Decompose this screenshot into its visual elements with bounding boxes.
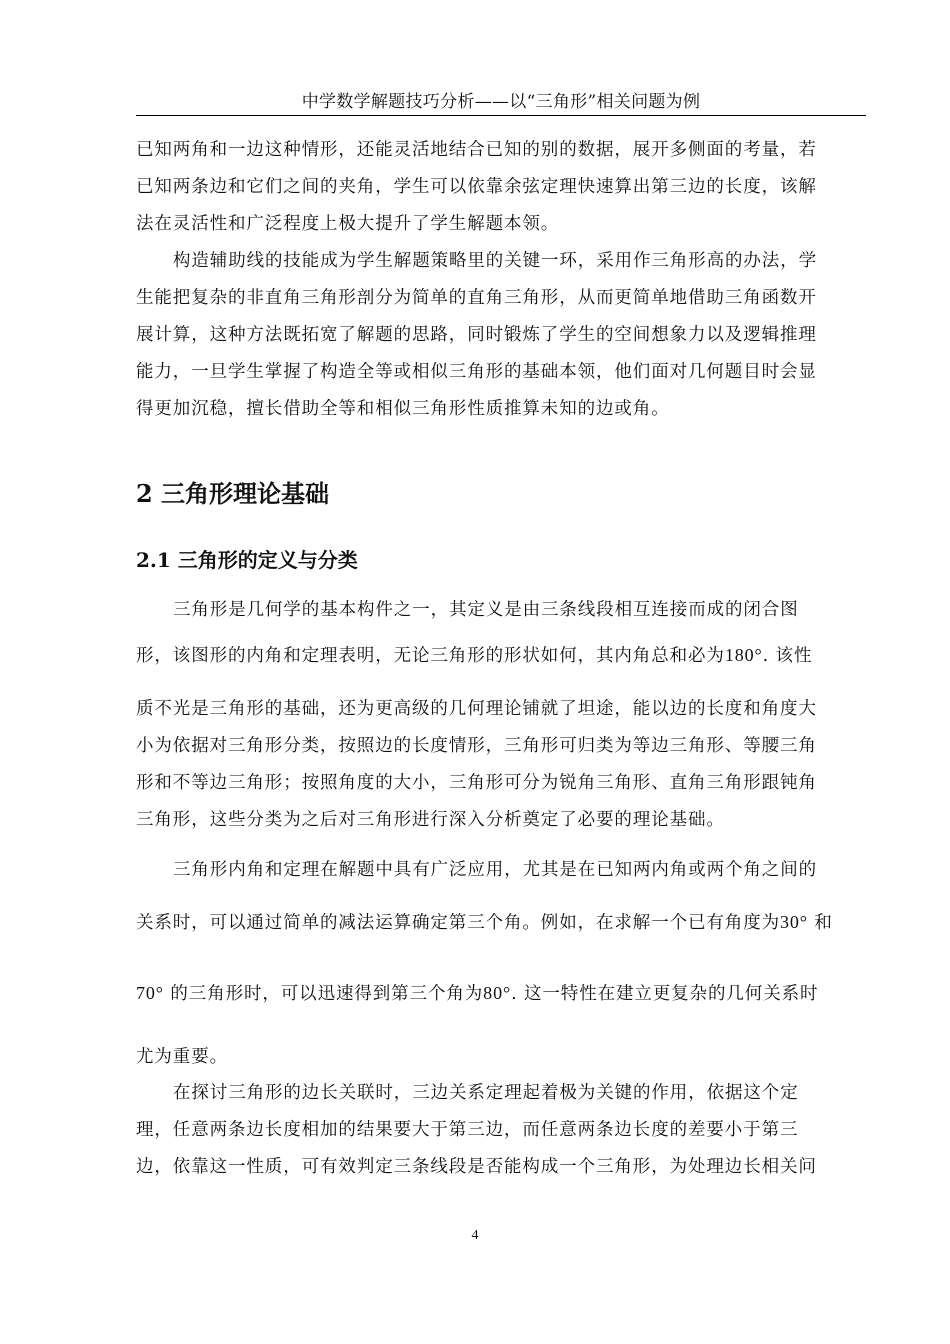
text-segment: 和 [807, 913, 833, 933]
angle-value: 180° [724, 645, 763, 665]
text-line: 在探讨三角形的边长关联时，三边关系定理起着极为关键的作用，依据这个定 [173, 1083, 799, 1103]
text-line: 三角形内角和定理在解题中具有广泛应用，尤其是在已知两内角或两个角之间的 [173, 860, 817, 880]
running-header: 中学数学解题技巧分析——以“三角形”相关问题为例 [301, 92, 701, 112]
text-line [136, 973, 858, 1031]
header-rule [136, 115, 866, 116]
text-segment: 形，该图形的内角和定理表明，无论三角形的形状如何，其内角总和必为 [136, 646, 725, 666]
text-segment: 关系时，可以通过简单的减法运算确定第三个角。例如，在求解一个已有角度为 [136, 913, 780, 933]
text-line: 形和不等边三角形；按照角度的大小，三角形可分为锐角三角形、直角三角形跟钝角 [136, 773, 817, 793]
text-segment: . 该性 [762, 646, 813, 666]
paragraph-continued [136, 132, 858, 243]
angle-value: 70° [136, 983, 164, 1003]
page-number: 4 [471, 1228, 479, 1243]
text-segment: . 这一特性在建立更复杂的几何关系时 [511, 984, 819, 1004]
subsection-heading: 2.1 三角形的定义与分类 [136, 548, 358, 572]
text-line: 理，任意两条边长度相加的结果要大于第三边，而任意两条边长度的差要小于第三 [136, 1120, 799, 1140]
paragraph-definition [136, 592, 858, 839]
text-line: 生能把复杂的非直角三角形剖分为简单的直角三角形，从而更简单地借助三角函数开 [136, 288, 817, 308]
text-line: 已知两角和一边这种情形，还能灵活地结合已知的别的数据，展开多侧面的考量，若 [136, 140, 817, 160]
paragraph-auxiliary-lines [136, 243, 858, 428]
paragraph-side-relations [136, 1075, 858, 1186]
text-line: 已知两条边和它们之间的夹角，学生可以依靠余弦定理快速算出第三边的长度，该解 [136, 177, 817, 197]
text-line: 构造辅助线的技能成为学生解题策略里的关键一环，采用作三角形高的办法，学 [173, 251, 817, 271]
angle-value: 30° [780, 912, 808, 932]
angle-value: 80° [483, 983, 512, 1003]
section-heading: 2 三角形理论基础 [136, 479, 330, 508]
text-line: 三角形，这些分类为之后对三角形进行深入分析奠定了必要的理论基础。 [136, 810, 725, 830]
text-segment: 的三角形时，可以迅速得到第三个角为 [163, 984, 484, 1004]
text-line: 尤为重要。 [136, 1047, 228, 1067]
text-line: 展计算，这种方法既拓宽了解题的思路，同时锻炼了学生的空间想象力以及逻辑推理 [136, 325, 817, 345]
paragraph-angle-sum [136, 852, 858, 1075]
text-line: 三角形是几何学的基本构件之一，其定义是由三条线段相互连接而成的闭合图 [173, 600, 799, 620]
text-line: 质不光是三角形的基础，还为更高级的几何理论铺就了坦途，能以边的长度和角度大 [136, 699, 817, 719]
text-line [136, 889, 858, 973]
text-line: 法在灵活性和广泛程度上极大提升了学生解题本领。 [136, 214, 560, 234]
text-line: 得更加沉稳，擅长借助全等和相似三角形性质推算未知的边或角。 [136, 399, 670, 419]
text-line: 边，依靠这一性质，可有效判定三条线段是否能构成一个三角形，为处理边长相关问 [136, 1157, 817, 1177]
text-line: 小为依据对三角形分类，按照边的长度情形，三角形可归类为等边三角形、等腰三角 [136, 736, 817, 756]
text-line [136, 629, 858, 691]
text-line: 能力，一旦学生掌握了构造全等或相似三角形的基础本领，他们面对几何题目时会显 [136, 362, 817, 382]
